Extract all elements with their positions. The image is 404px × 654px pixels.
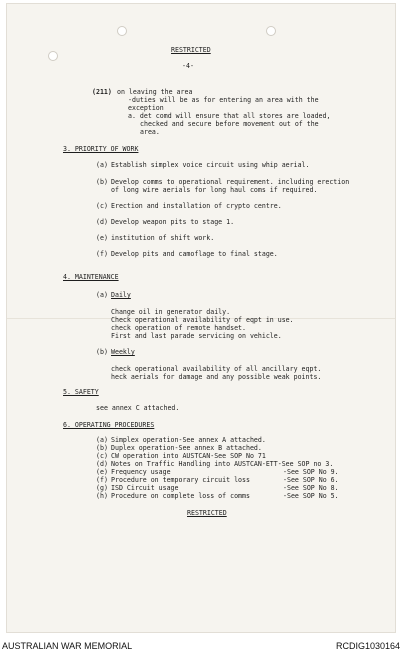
para-211-line: -duties will be as for entering an area with the	[128, 96, 319, 104]
daily-task: check operation of remote handset.	[111, 324, 246, 332]
procedure-item: Duplex operation-See annex B attached.	[111, 444, 262, 452]
procedure-item: ISD Circuit usage	[111, 484, 179, 492]
priority-item: Develop comms to operational requirement. including erection	[111, 178, 350, 186]
archive-reference-id: RCDIG1030164	[335, 641, 400, 651]
para-211-line: checked and secure before movement out of the	[140, 120, 319, 128]
item-id: (d)	[96, 218, 108, 226]
item-id: (a)	[96, 161, 108, 169]
section-heading-operating-procedures: 6. OPERATING PROCEDURES	[63, 421, 155, 429]
subheading-daily: Daily	[111, 291, 131, 299]
procedure-item: Frequency usage	[111, 468, 171, 476]
item-id: (f)	[96, 250, 108, 258]
procedure-sop-ref: -See SOP No 6.	[283, 476, 339, 484]
priority-item: Establish simplex voice circuit using whip aerial.	[111, 161, 310, 169]
item-id: (a)	[96, 291, 108, 299]
procedure-item: Procedure on complete loss of comms	[111, 492, 250, 500]
item-id: (c)	[96, 452, 108, 460]
subheading-weekly: Weekly	[111, 348, 135, 356]
priority-item-continued: of long wire aerials for long haul coms if required.	[111, 186, 318, 194]
archive-caption: AUSTRALIAN WAR MEMORIAL	[2, 641, 133, 651]
item-id: (d)	[96, 460, 108, 468]
para-211-line: exception	[128, 104, 164, 112]
punch-hole	[266, 26, 276, 36]
safety-text: see annex C attached.	[96, 404, 180, 412]
punch-hole	[48, 51, 58, 61]
para-211-line: area.	[140, 128, 160, 136]
punch-hole	[117, 26, 127, 36]
daily-task: Check operational availability of eqpt in use.	[111, 316, 294, 324]
procedure-sop-ref: -See SOP No 8.	[283, 484, 339, 492]
page-number: -4-	[182, 62, 194, 70]
procedure-item: Notes on Traffic Handling into AUSTCAN-ETT-See SOP no 3.	[111, 460, 334, 468]
item-id: (b)	[96, 178, 108, 186]
item-id: (b)	[96, 348, 108, 356]
priority-item: Develop pits and camoflage to final stage.	[111, 250, 278, 258]
weekly-task: heck aerials for damage and any possible weak points.	[111, 373, 322, 381]
priority-item: Erection and installation of crypto centre.	[111, 202, 282, 210]
daily-task: First and last parade servicing on vehicle.	[111, 332, 282, 340]
item-id: (f)	[96, 476, 108, 484]
item-id: (e)	[96, 468, 108, 476]
procedure-item: Procedure on temporary circuit loss	[111, 476, 250, 484]
item-id: (e)	[96, 234, 108, 242]
item-id: (g)	[96, 484, 108, 492]
classification-header: RESTRICTED	[171, 46, 211, 54]
section-heading-maintenance: 4. MAINTENANCE	[63, 273, 119, 281]
priority-item: Develop weapon pits to stage 1.	[111, 218, 235, 226]
priority-item: institution of shift work.	[111, 234, 215, 242]
weekly-task: check operational availability of all ancillary eqpt.	[111, 365, 322, 373]
daily-task: Change oil in generator daily.	[111, 308, 231, 316]
para-211-number: (211)	[92, 88, 112, 96]
procedure-item: Simplex operation-See annex A attached.	[111, 436, 266, 444]
classification-footer: RESTRICTED	[187, 509, 227, 517]
item-id: (h)	[96, 492, 108, 500]
item-id: (b)	[96, 444, 108, 452]
procedure-sop-ref: -See SOP No 5.	[283, 492, 339, 500]
procedure-item: CW operation into AUSTCAN-See SOP No 71	[111, 452, 266, 460]
item-id: (a)	[96, 436, 108, 444]
section-heading-safety: 5. SAFETY	[63, 388, 99, 396]
para-211-line: a. det comd will ensure that all stores are loaded,	[128, 112, 331, 120]
item-id: (c)	[96, 202, 108, 210]
para-211-line: on leaving the area	[117, 88, 193, 96]
procedure-sop-ref: -See SOP No 9.	[283, 468, 339, 476]
section-heading-priority-of-work: 3. PRIORITY OF WORK	[63, 145, 139, 153]
